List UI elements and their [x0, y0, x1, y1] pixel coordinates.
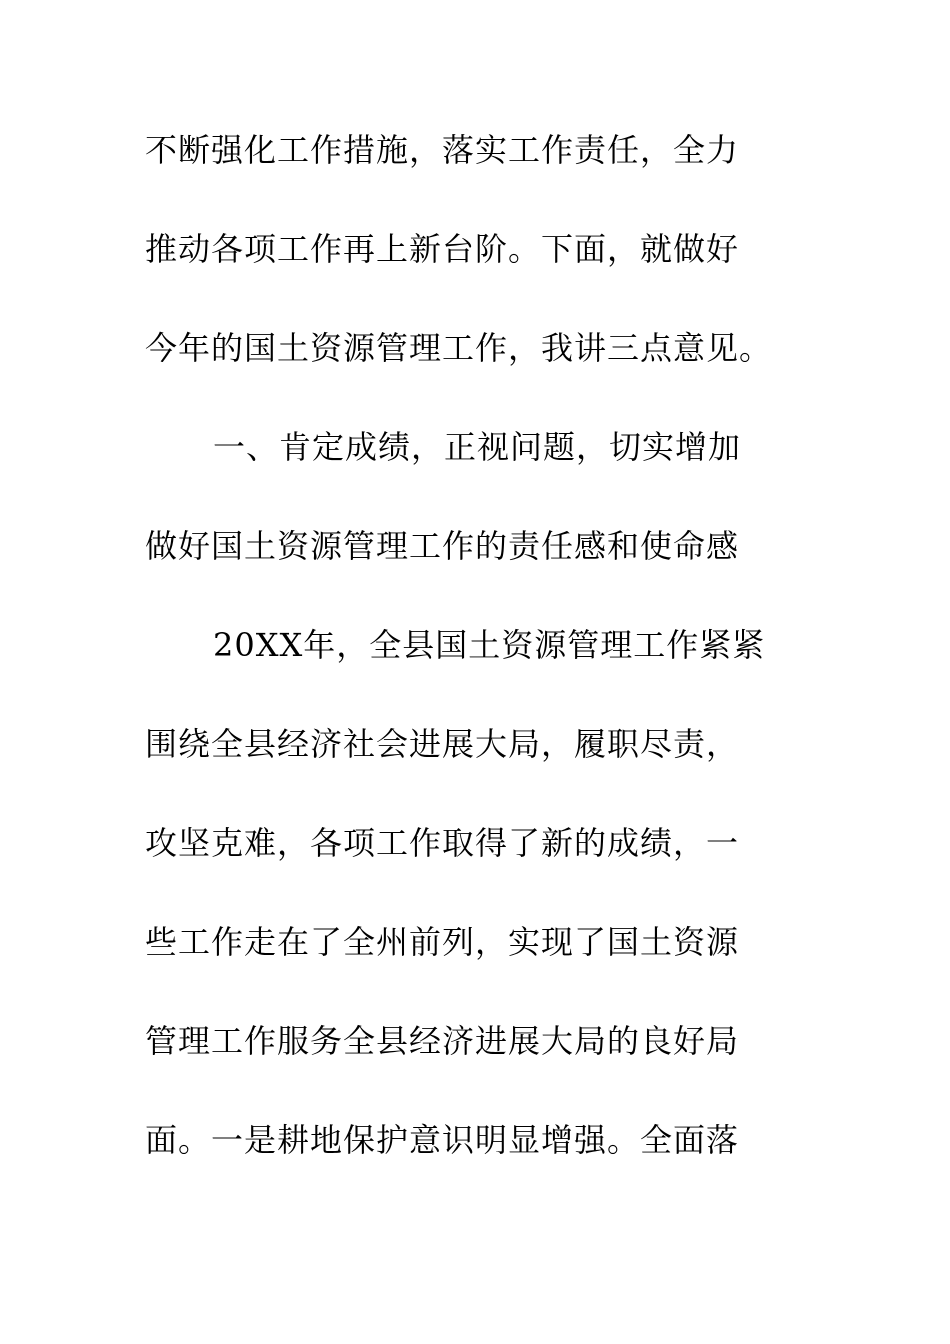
text-line: 些工作走在了全州前列，实现了国土资源: [145, 923, 740, 961]
text-line: 攻坚克难，各项工作取得了新的成绩，一: [145, 824, 740, 862]
paragraph-start-line: 20XX年，全县国土资源管理工作紧紧: [213, 626, 766, 664]
text-line: 今年的国土资源管理工作，我讲三点意见。: [145, 329, 773, 367]
section-heading-line: 做好国土资源管理工作的责任感和使命感: [145, 527, 740, 565]
text-line: 围绕全县经济社会进展大局，履职尽责，: [145, 725, 740, 763]
text-line: 推动各项工作再上新台阶。下面，就做好: [145, 230, 740, 268]
document-body: [145, 126, 805, 1215]
section-heading-line: 一、肯定成绩，正视问题，切实增加: [213, 428, 742, 466]
text-line: 面。一是耕地保护意识明显增强。全面落: [145, 1121, 740, 1159]
text-line: 不断强化工作措施，落实工作责任，全力: [145, 131, 740, 169]
text-line: 管理工作服务全县经济进展大局的良好局: [145, 1022, 740, 1060]
